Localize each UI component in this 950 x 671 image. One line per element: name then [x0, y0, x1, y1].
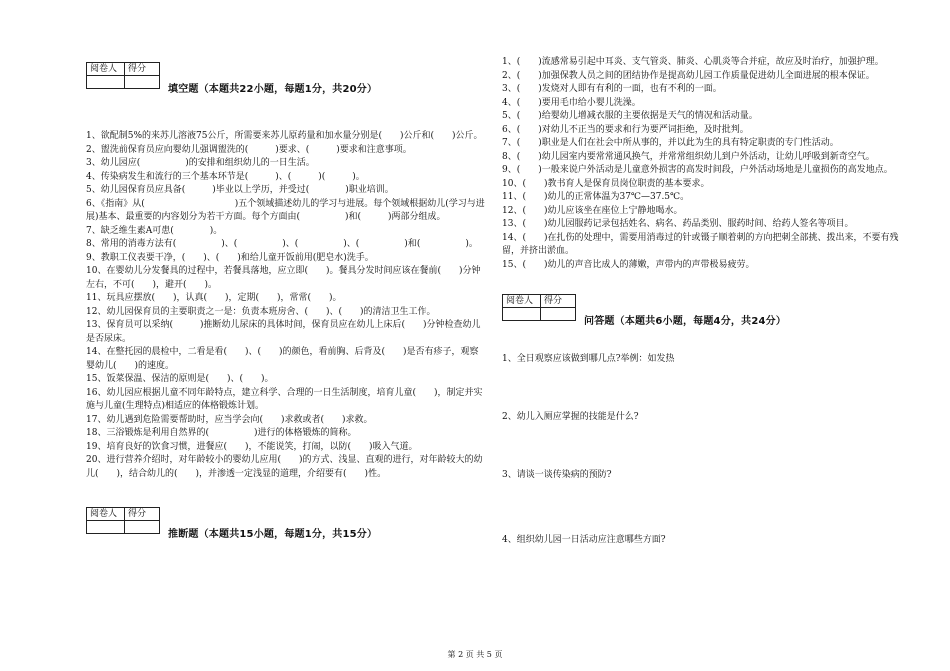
- qa-question: 3、请谈一谈传染病的预防?: [502, 470, 612, 480]
- qa-question: 1、全日观察应该做到哪几点?举例：如发热: [502, 354, 675, 364]
- judge-question-list: [502, 56, 912, 272]
- fill-question: 14、在整托园的晨检中，二看是看( )、( )的颜色，看前胸、后背及( )是否有疹子，观察婴幼儿( )的速度。: [86, 347, 479, 371]
- score-cell: [125, 76, 159, 88]
- judge-question: 3、( )发烧对人即有有利的一面，也有不利的一面。: [502, 84, 722, 94]
- score-box-qa: [502, 294, 576, 321]
- qa-section-title: 问答题（本题共6小题，每题4分，共24分）: [584, 316, 787, 327]
- score-cell: [125, 521, 159, 533]
- reviewer-label: 阅卷人: [503, 295, 541, 308]
- fill-question: 10、在婴幼儿分发餐具的过程中，若餐具落地，应立即( )。餐具分发时间应该在餐前( )分钟左右，不可( )，避开( )。: [86, 266, 481, 290]
- score-label: 得分: [541, 295, 575, 308]
- judge-question: 2、( )加强保教人员之间的团结协作是提高幼儿园工作质量促进幼儿全面进展的根本保证。: [502, 70, 875, 81]
- page-footer: 第 2 页 共 5 页: [447, 650, 503, 659]
- fill-question: 11、玩具应摆放( )，认真( )，定期( )，常常( )。: [86, 293, 342, 303]
- judge-question: 4、( )要用毛巾给小婴儿洗澡。: [502, 97, 641, 108]
- judge-section-title: 推断题（本题共15小题，每题1分，共15分）: [168, 529, 378, 540]
- fill-question: 13、保育员可以采纳( )推断幼儿尿床的具体时间，保育员应在幼儿上床后( )分钟检查幼儿是否尿床。: [86, 320, 481, 344]
- judge-question: 13、( )幼儿园服药记录包括姓名、病名、药品类别、服药时间、给药人签名等项目。: [502, 219, 854, 229]
- fill-question: 3、幼儿园应( )的安排和组织幼儿的一日生活。: [86, 158, 315, 168]
- left-column: [86, 56, 486, 542]
- fill-question: 4、传染病发生和流行的三个基本环节是( )、( )( )。: [86, 171, 365, 182]
- judge-question: 10、( )教书育人是保育员岗位职责的基本要求。: [502, 178, 710, 189]
- judge-question: 5、( )给婴幼儿增减衣服的主要依据是天气的情况和活动量。: [502, 111, 758, 121]
- score-box-judge: [86, 507, 160, 534]
- reviewer-cell: [87, 521, 125, 533]
- fill-question: 18、三浴锻炼是利用自然界的( )进行的体格锻炼的简称。: [86, 428, 357, 438]
- fill-question: 16、幼儿园应根据儿童不同年龄特点，建立科学、合理的一日生活制度，培育儿童( )，制定并实施与儿童(生理特点)相适应的体格锻炼计划。: [86, 387, 483, 411]
- fill-question: 2、盥洗前保育员应向婴幼儿强调盥洗的( )要求、( )要求和注意事项。: [86, 144, 412, 155]
- qa-question-list: [502, 353, 912, 548]
- fill-question-list: [86, 130, 486, 481]
- score-label: 得分: [125, 508, 159, 521]
- judge-question: 8、( )幼儿园室内要常常通风换气，并常常组织幼儿到户外活动，让幼儿呼吸到新奇空气。: [502, 151, 875, 162]
- judge-header: [86, 501, 486, 542]
- reviewer-label: 阅卷人: [87, 508, 125, 521]
- qa-header: [502, 288, 912, 329]
- judge-question: 14、( )在扎伤的处理中，需要用消毒过的针或镊子顺着刺的方向把刺全部挑、拨出来，不要有残留，并挤出淤血。: [502, 232, 899, 256]
- fill-question: 8、常用的消毒方法有( )、( )、( )、( )和( )。: [86, 239, 478, 249]
- judge-question: 1、( )流感常易引起中耳炎、支气管炎、肺炎、心肌炎等合并症，故应及时治疗，加强护理。: [502, 57, 884, 67]
- score-cell: [541, 308, 575, 320]
- reviewer-cell: [503, 308, 541, 320]
- score-box-fill: [86, 62, 160, 89]
- fill-question: 20、进行营养介绍时，对年龄较小的婴幼儿应用( )的方式、浅显、直观的进行，对年龄较大的幼儿( )，结合幼儿的( )，并渗透一定浅显的道理，介绍要有( )性。: [86, 455, 483, 479]
- fill-question: 9、教职工仪表要干净，( )、( )和给儿童开饭前用(肥皂水)洗手。: [86, 252, 374, 263]
- fill-section-title: 填空题（本题共22小题，每题1分，共20分）: [168, 84, 378, 95]
- fill-question: 19、培育良好的饮食习惯，进餐应( )，不能说笑，打闹，以防( )吸入气道。: [86, 441, 418, 452]
- fill-question: 15、饭菜保温、保洁的原则是( )、( )。: [86, 374, 274, 384]
- fill-question: 12、幼儿园保育员的主要职责之一是：负责本班房舍、( )、( )的清洁卫生工作。: [86, 306, 436, 317]
- fill-question: 6、《指南》从( )五个领域描述幼儿的学习与进展。每个领域根据幼儿(学习与进展)基本、最重要的内容划分为若干方面。每个方面由( )和( )两部分组成。: [86, 198, 485, 222]
- judge-question: 6、( )对幼儿不正当的要求和行为要严词拒绝，及时批判。: [502, 124, 749, 135]
- reviewer-cell: [87, 76, 125, 88]
- qa-question: 4、组织幼儿园一日活动应注意哪些方面?: [502, 535, 666, 545]
- fill-question: 1、欲配制5%的来苏儿溶液75公斤，所需要来苏儿原药量和加水量分别是( )公斤和( )公斤。: [86, 131, 483, 141]
- judge-question: 15、( )幼儿的声音比成人的薄嫩，声带内的声带极易疲劳。: [502, 259, 755, 270]
- fill-question: 17、幼儿遇到危险需要帮助时，应当学会向( )求救或者( )求救。: [86, 414, 373, 425]
- score-label: 得分: [125, 63, 159, 76]
- qa-question: 2、幼儿入厕应掌握的技能是什么?: [502, 412, 639, 422]
- judge-question: 12、( )幼儿应该坐在座位上宁静地喝水。: [502, 205, 683, 216]
- fill-question: 7、缺乏维生素A可患( )。: [86, 225, 223, 236]
- right-column: [502, 56, 912, 548]
- judge-question: 7、( )职业是人们在社会中所从事的，并以此为生的具有特定职责的专门性活动。: [502, 138, 839, 148]
- reviewer-label: 阅卷人: [87, 63, 125, 76]
- judge-question: 11、( )幼儿的正常体温为37℃—37.5℃。: [502, 192, 690, 202]
- judge-question: 9、( )一般来说户外活动是儿童意外损害的高发时间段，户外活动场地是儿童损伤的高发地点。: [502, 165, 893, 175]
- fill-question: 5、幼儿园保育员应具备( )毕业以上学历，并受过( )职业培训。: [86, 185, 394, 195]
